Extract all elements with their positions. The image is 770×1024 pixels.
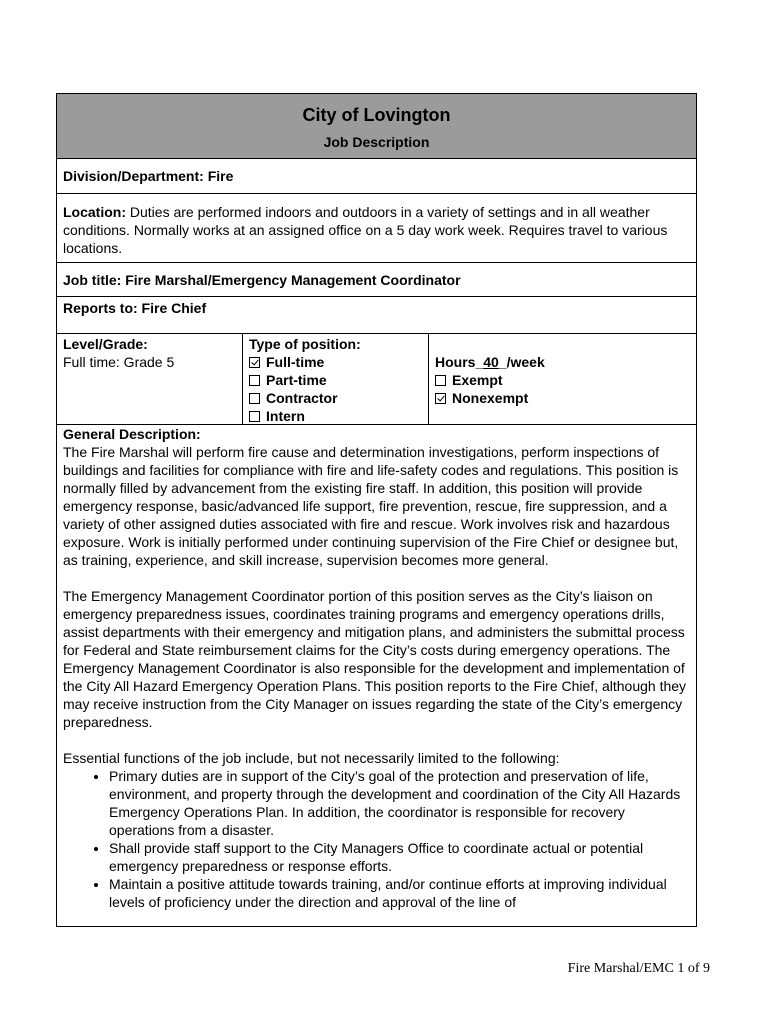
checkbox-checked-icon[interactable] [249, 357, 260, 368]
list-item: • Maintain a positive attitude towards training, and/or continue efforts at improving individual levels of proficiency under the direction and approval of the line of [109, 875, 690, 911]
page-footer: Fire Marshal/EMC 1 of 9 [567, 961, 710, 976]
essential-functions-list [63, 767, 690, 911]
hours-per-week: Hours_40_/week [435, 354, 545, 370]
hours-value: 40 [483, 354, 499, 370]
job-title-row: Job title: Fire Marshal/Emergency Management Coordinator [57, 263, 696, 297]
option-part-time[interactable]: Part-time [249, 371, 422, 389]
checkbox-empty-icon[interactable] [249, 375, 260, 386]
location-label: Location: [63, 204, 126, 220]
option-nonexempt[interactable]: Nonexempt [435, 389, 690, 407]
list-item: • Shall provide staff support to the City Managers Office to coordinate actual or potential emergency preparedness or response efforts. [109, 839, 690, 875]
checkbox-empty-icon[interactable] [435, 375, 446, 386]
essential-intro: Essential functions of the job include, but not necessarily limited to the following: [63, 750, 560, 766]
city-title: City of Lovington [302, 105, 451, 125]
list-item: • Primary duties are in support of the City’s goal of the protection and preservation of life, environment, and property through the development and coordination of the City All Hazards Emergency Operations Plan. In addition, the coordinator is responsible for recovery operations from a disaster. [109, 767, 690, 839]
checkbox-empty-icon[interactable] [249, 411, 260, 422]
position-grid [57, 334, 696, 425]
general-description [57, 425, 696, 911]
option-intern[interactable]: Intern [249, 407, 422, 425]
hours-cell [429, 334, 696, 424]
division-row: Division/Department: Fire [57, 159, 696, 194]
level-value: Full time: Grade 5 [63, 354, 175, 370]
general-paragraph-1: The Fire Marshal will perform fire cause and determination investigations, perform inspections of buildings and facilities for compliance with fire and life-safety codes and regulations. This position is normally filled by advancement from the existing fire staff. In addition, this position will provide emergency response, basic/advanced life support, fire prevention, rescue, fire suppression, and a variety of other assigned duties associated with fire and rescue. Work involves risk and hazardous exposure. Work is initially performed under continuing supervision of the Fire Chief or designee but, as training, experience, and skill increase, supervision becomes more general. [63, 444, 679, 568]
level-label: Level/Grade: [63, 336, 148, 352]
general-paragraph-2: The Emergency Management Coordinator portion of this position serves as the City’s liaison on emergency preparedness issues, coordinates training programs and emergency operations drills, assist departments with their emergency and mitigation plans, and administers the submittal process for Federal and State reimbursement claims for the City’s costs during emergency operations. The Emergency Management Coordinator is also responsible for the development and implementation of the City All Hazard Emergency Operation Plans. This position reports to the Fire Chief, although they may receive instruction from the City Manager on issues regarding the state of the City’s emergency preparedness. [63, 588, 687, 730]
job-description-form [56, 93, 697, 927]
form-header [57, 94, 696, 159]
location-row [57, 194, 696, 263]
position-type-label: Type of position: [249, 336, 361, 352]
position-type-cell [243, 334, 429, 424]
option-contractor[interactable]: Contractor [249, 389, 422, 407]
reports-to-row: Reports to: Fire Chief [57, 297, 696, 334]
option-exempt[interactable]: Exempt [435, 371, 690, 389]
option-full-time[interactable]: Full-time [249, 353, 422, 371]
checkbox-empty-icon[interactable] [249, 393, 260, 404]
location-text: Duties are performed indoors and outdoors in a variety of settings and in all weather conditions. Normally works at an assigned office on a 5 day work week. Requires travel to various locations. [63, 204, 668, 256]
checkbox-checked-icon[interactable] [435, 393, 446, 404]
document-subtitle: Job Description [323, 134, 430, 150]
general-heading: General Description: [63, 426, 201, 442]
level-cell [57, 334, 243, 424]
